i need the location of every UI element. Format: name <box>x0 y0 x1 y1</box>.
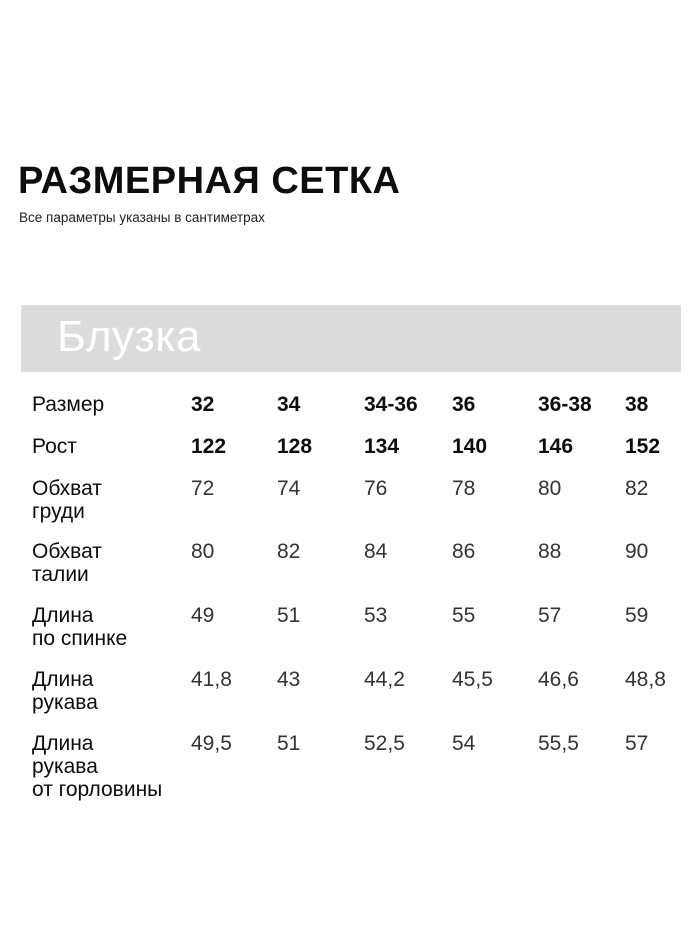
table-cell: 72 <box>191 477 215 500</box>
page-subtitle: Все параметры указаны в сантиметрах <box>19 210 265 225</box>
table-cell: 41,8 <box>191 668 232 691</box>
table-cell: 57 <box>538 604 562 627</box>
table-cell: 49 <box>191 604 215 627</box>
table-cell: 55 <box>452 604 476 627</box>
table-cell: 54 <box>452 732 476 755</box>
table-cell: 51 <box>277 732 301 755</box>
row-label: Длина по спинке <box>32 604 128 650</box>
table-cell: 44,2 <box>364 668 405 691</box>
row-label: Обхват груди <box>32 477 102 523</box>
row-label: Длина рукава от горловины <box>32 732 163 801</box>
table-cell: 84 <box>364 540 388 563</box>
table-cell: 140 <box>452 435 488 458</box>
table-cell: 128 <box>277 435 313 458</box>
table-cell: 122 <box>191 435 227 458</box>
table-cell: 146 <box>538 435 574 458</box>
page-title: РАЗМЕРНАЯ СЕТКА <box>18 160 401 202</box>
table-cell: 52,5 <box>364 732 405 755</box>
table-cell: 134 <box>364 435 400 458</box>
table-cell: 49,5 <box>191 732 232 755</box>
row-label: Длина рукава <box>32 668 98 714</box>
row-label: Обхват талии <box>32 540 102 586</box>
table-cell: 90 <box>625 540 649 563</box>
table-cell: 43 <box>277 668 301 691</box>
table-cell: 82 <box>277 540 301 563</box>
table-cell: 80 <box>538 477 562 500</box>
table-cell: 152 <box>625 435 661 458</box>
table-cell: 46,6 <box>538 668 579 691</box>
table-cell: 55,5 <box>538 732 579 755</box>
table-cell: 32 <box>191 393 215 416</box>
table-cell: 38 <box>625 393 649 416</box>
table-cell: 51 <box>277 604 301 627</box>
table-cell: 36-38 <box>538 393 592 416</box>
table-cell: 82 <box>625 477 649 500</box>
table-cell: 34 <box>277 393 301 416</box>
table-cell: 45,5 <box>452 668 493 691</box>
table-cell: 80 <box>191 540 215 563</box>
table-cell: 36 <box>452 393 476 416</box>
table-cell: 74 <box>277 477 301 500</box>
section-title: Блузка <box>57 312 201 361</box>
row-label: Рост <box>32 435 77 458</box>
table-cell: 86 <box>452 540 476 563</box>
row-label: Размер <box>32 393 105 416</box>
table-cell: 57 <box>625 732 649 755</box>
table-cell: 78 <box>452 477 476 500</box>
table-cell: 59 <box>625 604 649 627</box>
table-cell: 88 <box>538 540 562 563</box>
table-cell: 76 <box>364 477 388 500</box>
table-cell: 34-36 <box>364 393 418 416</box>
table-cell: 48,8 <box>625 668 666 691</box>
table-cell: 53 <box>364 604 388 627</box>
